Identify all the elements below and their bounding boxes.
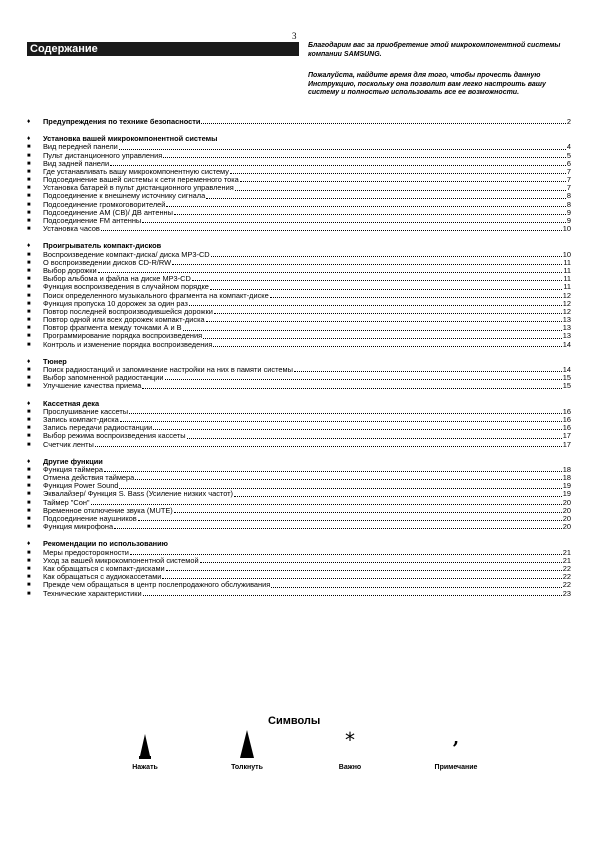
toc-page-number: 13 (562, 323, 571, 333)
dot-leader (271, 587, 562, 588)
dot-leader (142, 222, 566, 223)
toc-entry-label: Подсоединение к внешнему источнику сигнала (43, 191, 206, 201)
dot-leader (135, 479, 562, 480)
toc-page-number: 15 (562, 373, 571, 383)
square-bullet-icon: ■ (27, 300, 31, 307)
toc-page-number: 16 (562, 423, 571, 433)
square-bullet-icon: ■ (27, 383, 31, 390)
square-bullet-icon: ■ (27, 218, 31, 225)
dot-leader (153, 429, 562, 430)
toc-entry-label: Установка часов (43, 224, 100, 234)
toc-entry-label: Программирование порядка воспроизведения (43, 331, 203, 341)
toc-entry-label: Временное отключение звука (MUTE) (43, 505, 173, 515)
toc-page-number: 10 (562, 224, 571, 234)
dot-leader (214, 313, 562, 314)
square-bullet-icon: ■ (27, 185, 31, 192)
square-bullet-icon: ■ (27, 209, 31, 216)
toc-entry-label: Рекомендации по использованию (43, 539, 168, 549)
square-bullet-icon: ■ (27, 565, 31, 572)
square-bullet-icon: ■ (27, 466, 31, 473)
diamond-bullet-icon: ♦ (27, 117, 31, 125)
toc-entry-label: О воспроизведении дисков CD-R/RW (43, 257, 172, 267)
toc-entry-label: Пульт дистанционного управления (43, 150, 163, 160)
toc-page-number: 20 (562, 497, 571, 507)
dot-leader (114, 528, 562, 529)
toc-section (27, 400, 571, 449)
square-bullet-icon: ■ (27, 333, 31, 340)
toc-entry-label: Подсоединение АМ (СВ)/ ДВ антенны (43, 207, 173, 217)
dot-leader (203, 338, 562, 339)
toc-entry (27, 382, 571, 390)
diamond-bullet-icon: ♦ (27, 540, 31, 548)
square-bullet-icon: ■ (27, 507, 31, 514)
dot-leader (211, 256, 562, 257)
toc-page-number: 17 (562, 439, 571, 449)
dot-leader (119, 488, 561, 489)
toc-entry-label: Функция Power Sound (43, 481, 119, 491)
toc-entry (27, 217, 571, 225)
toc-entry-label: Технические характеристики (43, 588, 142, 598)
toc-entry-label: Подсоединение вашей системы к сети переменного тока (43, 175, 239, 185)
toc-page-number: 18 (562, 473, 571, 483)
toc-entry-label: Прежде чем обращаться в центр послепродажного обслуживания (43, 580, 271, 590)
intro-text (308, 42, 570, 111)
note-icon: , (452, 728, 460, 749)
toc-page-number: 21 (562, 547, 571, 557)
dot-leader (129, 413, 562, 414)
square-bullet-icon: ■ (27, 582, 31, 589)
important-icon: * (345, 728, 355, 752)
toc-entry-label: Таймер "Сон" (43, 497, 90, 507)
toc-entry-label: Подсоединение наушников (43, 514, 137, 524)
dot-leader (189, 305, 562, 306)
toc-page-number: 20 (562, 505, 571, 515)
dot-leader (235, 190, 566, 191)
toc-page-number: 20 (562, 522, 571, 532)
symbol-note-label: Примечание (434, 764, 478, 771)
square-bullet-icon: ■ (27, 177, 31, 184)
dot-leader (101, 230, 562, 231)
toc-entry-label: Запись компакт-диска (43, 414, 119, 424)
dot-leader (192, 280, 563, 281)
toc-entry-label: Установка батарей в пульт дистанционного управления (43, 183, 234, 193)
dot-leader (234, 496, 562, 497)
dot-leader (138, 520, 562, 521)
symbol-important-label: Важно (338, 764, 362, 771)
toc-entry-label: Кассетная дека (43, 398, 100, 408)
dot-leader (240, 181, 566, 182)
diamond-bullet-icon: ♦ (27, 242, 31, 250)
toc-page-number: 11 (563, 282, 571, 292)
dot-leader (201, 123, 565, 124)
toc-entry-label: Эквалайзер/ Функция S. Bass (Усиление низких частот) (43, 489, 233, 499)
dot-leader (163, 157, 566, 158)
symbol-note (416, 728, 496, 771)
square-bullet-icon: ■ (27, 325, 31, 332)
toc-entry-label: Контроль и изменение порядка воспроизведения (43, 339, 213, 349)
toc-page-number: 23 (562, 588, 571, 598)
symbol-push-label: Толкнуть (231, 764, 263, 771)
toc-page-number: 19 (562, 481, 571, 491)
square-bullet-icon: ■ (27, 574, 31, 581)
toc-entry-label: Прослушивание кассеты (43, 406, 129, 416)
square-bullet-icon: ■ (27, 483, 31, 490)
toc-page-number: 6 (566, 158, 571, 168)
square-bullet-icon: ■ (27, 416, 31, 423)
square-bullet-icon: ■ (27, 341, 31, 348)
dot-leader (210, 289, 562, 290)
square-bullet-icon: ■ (27, 475, 31, 482)
toc-page-number: 16 (562, 406, 571, 416)
dot-leader (98, 272, 563, 273)
square-bullet-icon: ■ (27, 292, 31, 299)
square-bullet-icon: ■ (27, 201, 31, 208)
square-bullet-icon: ■ (27, 251, 31, 258)
toc-entry-label: Где устанавливать вашу микрокомпонентную систему (43, 166, 229, 176)
toc-page-number: 9 (566, 216, 571, 226)
toc-page-number: 14 (562, 339, 571, 349)
square-bullet-icon: ■ (27, 193, 31, 200)
toc-entry-label: Выбор дорожки (43, 265, 97, 275)
toc-entry-label: Установка вашей микрокомпонентной системы (43, 134, 218, 144)
square-bullet-icon: ■ (27, 144, 31, 151)
toc-page-number: 9 (566, 207, 571, 217)
diamond-bullet-icon: ♦ (27, 399, 31, 407)
square-bullet-icon: ■ (27, 284, 31, 291)
toc-entry (27, 590, 571, 598)
toc-entry-label: Запись передачи радиостанции (43, 423, 153, 433)
toc-section-heading (27, 458, 571, 466)
toc-page-number: 21 (562, 555, 571, 565)
toc-entry-label: Повтор последней воспроизводившейся дорожки (43, 306, 213, 316)
toc-entry-label: Подсоединение громкоговорителей (43, 199, 166, 209)
toc-page-number: 22 (562, 563, 571, 573)
square-bullet-icon: ■ (27, 491, 31, 498)
toc-entry-label: Функция пропуска 10 дорожек за один раз (43, 298, 188, 308)
toc-page-number: 7 (566, 175, 571, 185)
dot-leader (166, 570, 562, 571)
push-icon (207, 728, 287, 760)
toc-entry-label: Улучшение качества приема (43, 381, 142, 391)
toc-entry-label: Отмена действия таймера (43, 473, 135, 483)
toc-entry-label: Проигрыватель компакт-дисков (43, 241, 162, 251)
square-bullet-icon: ■ (27, 441, 31, 448)
table-of-contents (27, 118, 571, 607)
page-title: Содержание (27, 42, 299, 56)
square-bullet-icon: ■ (27, 168, 31, 175)
toc-entry-label: Выбор запомненной радиостанции (43, 373, 164, 383)
toc-page-number: 11 (563, 265, 571, 275)
symbol-press-label: Нажать (132, 764, 158, 771)
dot-leader (172, 264, 562, 265)
toc-page-number: 7 (566, 183, 571, 193)
dot-leader (162, 578, 561, 579)
toc-entry-label: Поиск радиостанций и запоминание настройки на них в памяти системы (43, 365, 293, 375)
toc-page-number: 11 (563, 274, 571, 284)
page-number: 3 (292, 31, 297, 41)
dot-leader (206, 321, 562, 322)
square-bullet-icon: ■ (27, 524, 31, 531)
dot-leader (142, 388, 561, 389)
square-bullet-icon: ■ (27, 499, 31, 506)
toc-page-number: 22 (562, 572, 571, 582)
square-bullet-icon: ■ (27, 433, 31, 440)
square-bullet-icon: ■ (27, 557, 31, 564)
toc-page-number: 13 (562, 315, 571, 325)
square-bullet-icon: ■ (27, 408, 31, 415)
toc-page-number: 4 (566, 142, 571, 152)
square-bullet-icon: ■ (27, 160, 31, 167)
toc-entry (27, 441, 571, 449)
toc-entry-label: Вид задней панели (43, 158, 110, 168)
toc-entry-label: Функция таймера (43, 464, 103, 474)
toc-section-heading (27, 118, 571, 126)
dot-leader (104, 471, 562, 472)
dot-leader (270, 297, 562, 298)
press-icon (105, 728, 185, 760)
toc-entry-label: Меры предосторожности (43, 547, 129, 557)
toc-page-number: 18 (562, 464, 571, 474)
dot-leader (174, 512, 562, 513)
symbols-title: Символы (268, 715, 321, 727)
square-bullet-icon: ■ (27, 317, 31, 324)
toc-entry-label: Функция воспроизведения в случайном порядке (43, 282, 209, 292)
dot-leader (183, 330, 562, 331)
dot-leader (174, 214, 566, 215)
dot-leader (187, 438, 562, 439)
dot-leader (200, 562, 562, 563)
toc-entry-label: Воспроизведение компакт-диска/ диска MP3-CD (43, 249, 210, 259)
toc-page-number: 5 (566, 150, 571, 160)
dot-leader (294, 371, 562, 372)
toc-page-number: 20 (562, 514, 571, 524)
dot-leader (213, 346, 561, 347)
toc-entry-label: Уход за вашей микрокомпонентной системой (43, 555, 199, 565)
toc-page-number: 7 (566, 166, 571, 176)
toc-entry-label: Повтор одной или всех дорожек компакт-диска (43, 315, 205, 325)
toc-entry (27, 491, 571, 499)
toc-page-number: 11 (563, 257, 571, 267)
dot-leader (95, 446, 562, 447)
toc-page-number: 8 (566, 199, 571, 209)
toc-entry-label: Вид передней панели (43, 142, 118, 152)
toc-page-number: 8 (566, 191, 571, 201)
dot-leader (110, 165, 566, 166)
diamond-bullet-icon: ♦ (27, 135, 31, 143)
diamond-bullet-icon: ♦ (27, 357, 31, 365)
square-bullet-icon: ■ (27, 226, 31, 233)
intro-paragraph-2: Пожалуйста, найдите время для того, чтобы прочесть данную Инструкцию, поскольку она позволит вам легко настроить вашу систему и полностью использовать все ее возможности. (308, 72, 546, 96)
dot-leader (206, 198, 566, 199)
dot-leader (166, 206, 565, 207)
toc-entry-label: Поиск определенного музыкального фрагмента на компакт-диске (43, 290, 269, 300)
intro-paragraph-1: Благодарим вас за приобретение этой микрокомпонентной системы компании SAMSUNG. (308, 42, 561, 58)
square-bullet-icon: ■ (27, 549, 31, 556)
dot-leader (165, 379, 562, 380)
toc-entry (27, 341, 571, 349)
toc-page-number: 12 (562, 306, 571, 316)
square-bullet-icon: ■ (27, 516, 31, 523)
dot-leader (91, 504, 562, 505)
toc-page-number: 15 (562, 381, 571, 391)
toc-section (27, 358, 571, 391)
symbol-push (207, 728, 287, 771)
dot-leader (120, 421, 562, 422)
toc-entry-label: Повтор фрагмента между точками А и В (43, 323, 182, 333)
toc-page-number: 12 (562, 298, 571, 308)
toc-entry-label: Другие функции (43, 456, 103, 466)
toc-entry-label: Подсоединение FM антенны (43, 216, 142, 226)
toc-entry-label: Выбор альбома и файла на диске MP3-CD (43, 274, 191, 284)
toc-page-number: 17 (562, 431, 571, 441)
symbol-important (310, 728, 390, 771)
toc-page-number: 22 (562, 580, 571, 590)
dot-leader (130, 554, 562, 555)
square-bullet-icon: ■ (27, 425, 31, 432)
square-bullet-icon: ■ (27, 590, 31, 597)
toc-entry-label: Выбор режима воспроизведения кассеты (43, 431, 186, 441)
symbol-press (105, 728, 185, 771)
toc-entry (27, 432, 571, 440)
toc-page-number: 10 (562, 249, 571, 259)
toc-entry-label: Как обращаться с компакт-дисками (43, 563, 165, 573)
square-bullet-icon: ■ (27, 267, 31, 274)
diamond-bullet-icon: ♦ (27, 457, 31, 465)
toc-page-number: 19 (562, 489, 571, 499)
toc-entry-label: Функция микрофона (43, 522, 114, 532)
toc-entry (27, 259, 571, 267)
toc-entry-label: Как обращаться с аудиокассетами (43, 572, 162, 582)
toc-entry (27, 225, 571, 233)
dot-leader (230, 173, 566, 174)
toc-section (27, 135, 571, 233)
toc-section (27, 118, 571, 126)
square-bullet-icon: ■ (27, 375, 31, 382)
toc-page-number: 12 (562, 290, 571, 300)
square-bullet-icon: ■ (27, 367, 31, 374)
toc-entry (27, 523, 571, 531)
toc-entry-label: Предупреждения по технике безопасности (43, 116, 201, 126)
square-bullet-icon: ■ (27, 152, 31, 159)
toc-section (27, 458, 571, 532)
toc-page-number: 16 (562, 414, 571, 424)
square-bullet-icon: ■ (27, 276, 31, 283)
toc-page-number: 2 (566, 116, 571, 126)
toc-entry-label: Счетчик ленты (43, 439, 94, 449)
dot-leader (143, 595, 562, 596)
toc-section (27, 540, 571, 597)
toc-page-number: 14 (562, 365, 571, 375)
square-bullet-icon: ■ (27, 308, 31, 315)
toc-section (27, 242, 571, 348)
dot-leader (119, 149, 566, 150)
toc-entry-label: Тюнер (43, 356, 67, 366)
square-bullet-icon: ■ (27, 259, 31, 266)
toc-page-number: 13 (562, 331, 571, 341)
